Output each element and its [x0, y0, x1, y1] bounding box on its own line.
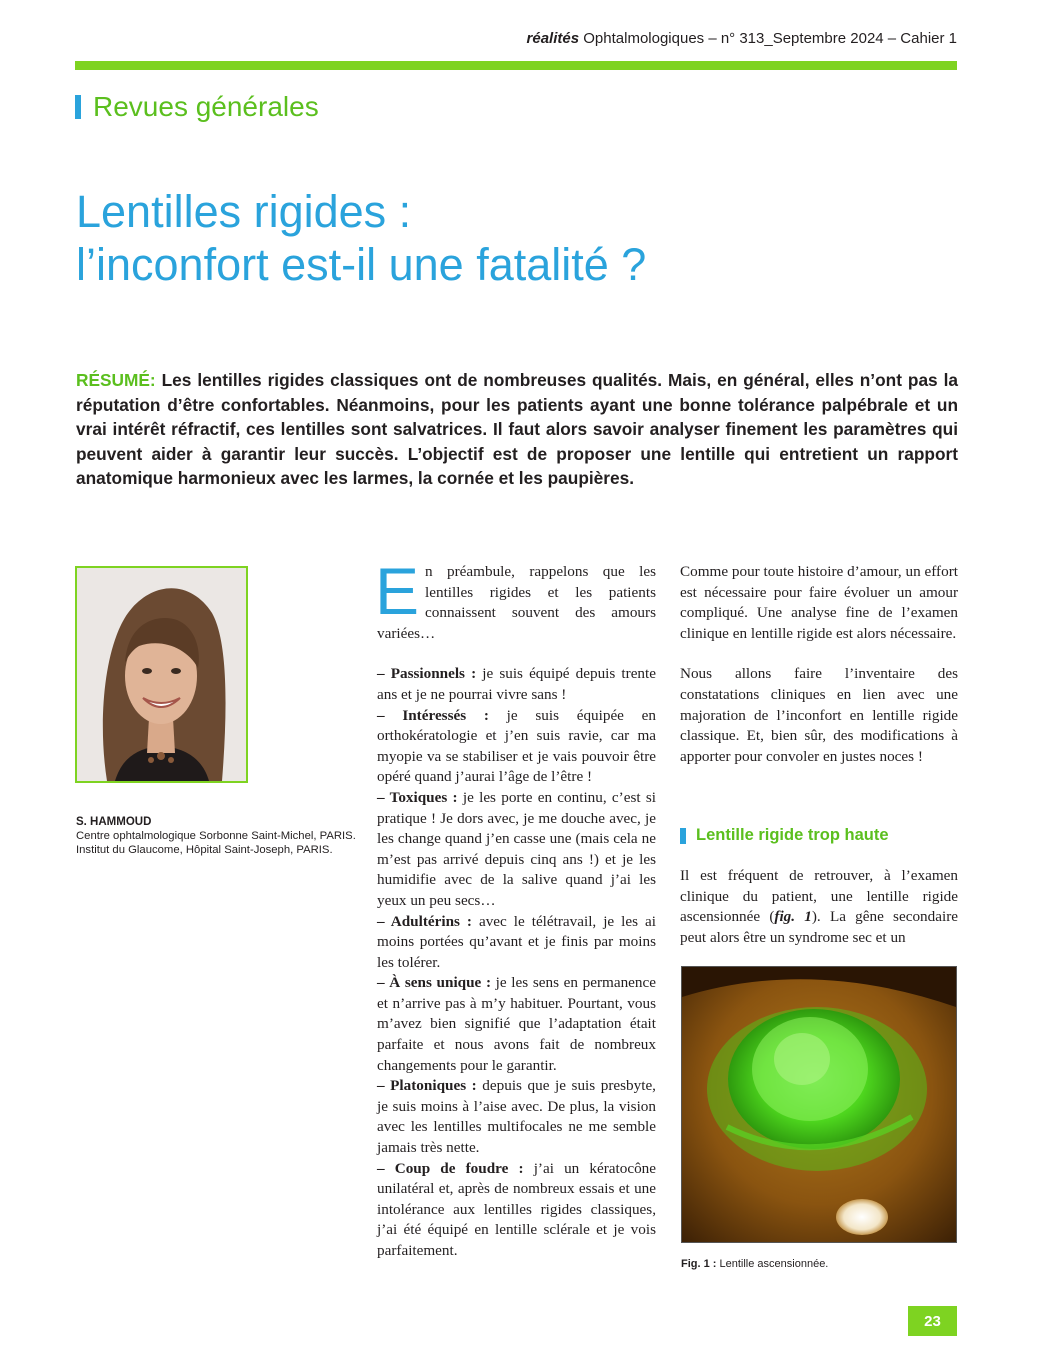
issue-info: Ophtalmologiques – n° 313_Septembre 2024 – Cahier 1	[583, 30, 957, 47]
figure-reference: fig. 1	[774, 908, 812, 926]
para4-end: ). La gêne secondaire peut alors être un syndrome sec et un	[680, 908, 958, 946]
paragraph: Nous allons faire l’inventaire des constatations cliniques en lien avec une majoration de l’inconfort en lentille rigide classique. Et, bien sûr, des modifications à apporter pour convoler en justes noces !	[680, 665, 958, 765]
paragraph: Comme pour toute histoire d’amour, un effort est nécessaire pour faire évoluer un amour compliqué. Une analyse fine de l’examen clinique en lentille rigide est alors nécessaire.	[680, 563, 958, 642]
author-affiliation-1: Centre ophtalmologique Sorbonne Saint-Michel, PARIS.	[76, 830, 356, 842]
subheading-marker	[680, 828, 686, 844]
figure-caption	[681, 1258, 828, 1270]
list-item	[377, 664, 656, 705]
item-text: j’ai un kératocône unilatéral et, après de nombreux essais et une intolérance aux lentilles rigides classiques, j’ai été équipé en lentille sclérale et je vois parfaitement.	[377, 1159, 657, 1259]
magazine-name: réalités	[526, 30, 580, 47]
subheading-text: Lentille rigide trop haute	[696, 826, 889, 844]
drop-cap: E	[375, 554, 420, 628]
item-term: – Passionnels :	[377, 665, 477, 683]
subheading	[680, 826, 889, 845]
item-text: je les porte en continu, c’est si pratique ! Je dors avec, je me douche avec, je les change quand j’en casse une (mais cela ne m’est pas arrivé depuis cinq ans !) et je les humidifie avec de la salive quand j’ai les yeux un peu secs…	[377, 788, 656, 909]
intro-text: n préambule, rappelons que les lentilles rigides et les patients connaissent souvent des amours variées…	[377, 563, 656, 642]
item-text: avec le télétravail, je les ai moins portées qu’avant et je finis par moins les tolérer.	[377, 912, 656, 971]
list-item	[377, 706, 656, 788]
item-term: – Adultérins :	[377, 912, 472, 930]
item-term: – Intéressés :	[377, 706, 489, 724]
header-rule	[75, 61, 957, 70]
paragraph	[680, 866, 958, 948]
list-item	[377, 1159, 656, 1262]
article-title	[76, 185, 646, 291]
body-column-2	[680, 562, 958, 767]
figure-1-image	[681, 966, 957, 1243]
figure-caption-text: Lentille ascensionnée.	[716, 1258, 829, 1270]
item-text: je suis équipé depuis trente ans et je ne pourrai vivre sans !	[377, 665, 656, 703]
item-text: je les sens en permanence et n’arrive pas à m’y habituer. Pourtant, vous m’avez bien signifié que l’adaptation était parfaite et nous avons fait de nombreux changements pour le garantir.	[377, 974, 656, 1074]
body-column-2-continued	[680, 866, 958, 948]
list-item	[377, 788, 656, 912]
list-item	[377, 973, 656, 1076]
intro-paragraph	[375, 554, 656, 644]
item-term: – Toxiques :	[377, 788, 458, 806]
eye-lens-photo	[682, 967, 956, 1242]
title-line-2: l’inconfort est-il une fatalité ?	[76, 239, 647, 290]
author-block	[76, 815, 361, 857]
abstract-text: Les lentilles rigides classiques ont de nombreuses qualités. Mais, en général, elles n’ont pas la réputation d’être confortables. Néanmoins, pour les patients ayant une bonne tolérance palpébrale et un vrai intérêt réfractif, ces lentilles sont salvatrices. Il faut alors savoir analyser finement les paramètres qui peuvent aider à garantir leur succès. L’objectif est de proposer une lentille qui entretient un rapport anatomique harmonieux avec les larmes, la cornée et les paupières.	[76, 370, 958, 488]
list-item	[377, 1076, 656, 1158]
running-header	[527, 30, 957, 47]
section-label: Revues générales	[93, 91, 319, 122]
section-heading	[75, 91, 319, 123]
item-term: – Platoniques :	[377, 1077, 477, 1095]
section-marker	[75, 95, 81, 119]
abstract	[76, 368, 958, 491]
para4-start: Il est fréquent de retrouver, à l’examen clinique du patient, une lentille rigide ascensionnée (	[680, 867, 958, 926]
abstract-label: RÉSUMÉ:	[76, 370, 156, 390]
author-affiliation-2: Institut du Glaucome, Hôpital Saint-Joseph, PARIS.	[76, 844, 333, 856]
item-text: depuis que je suis presbyte, je suis moins à l’aise avec. De plus, la vision avec les lentilles multifocales ne me semble jamais très nette.	[377, 1077, 656, 1157]
figure-caption-label: Fig. 1 :	[681, 1258, 717, 1270]
author-name: S. HAMMOUD	[76, 816, 152, 828]
author-portrait-image	[77, 568, 246, 781]
item-term: – Coup de foudre :	[377, 1159, 524, 1177]
item-term: – À sens unique :	[377, 974, 492, 992]
list-item	[377, 912, 656, 974]
title-line-1: Lentilles rigides :	[76, 186, 412, 237]
page-number: 23	[908, 1306, 957, 1336]
item-text: je suis équipée en orthokératologie et j’en suis ravie, car ma myopie va se stabiliser et je vais pouvoir être opéré quand j’aurai l’âge de l’être !	[377, 706, 656, 786]
author-photo	[75, 566, 248, 783]
body-column-1	[375, 554, 657, 1262]
